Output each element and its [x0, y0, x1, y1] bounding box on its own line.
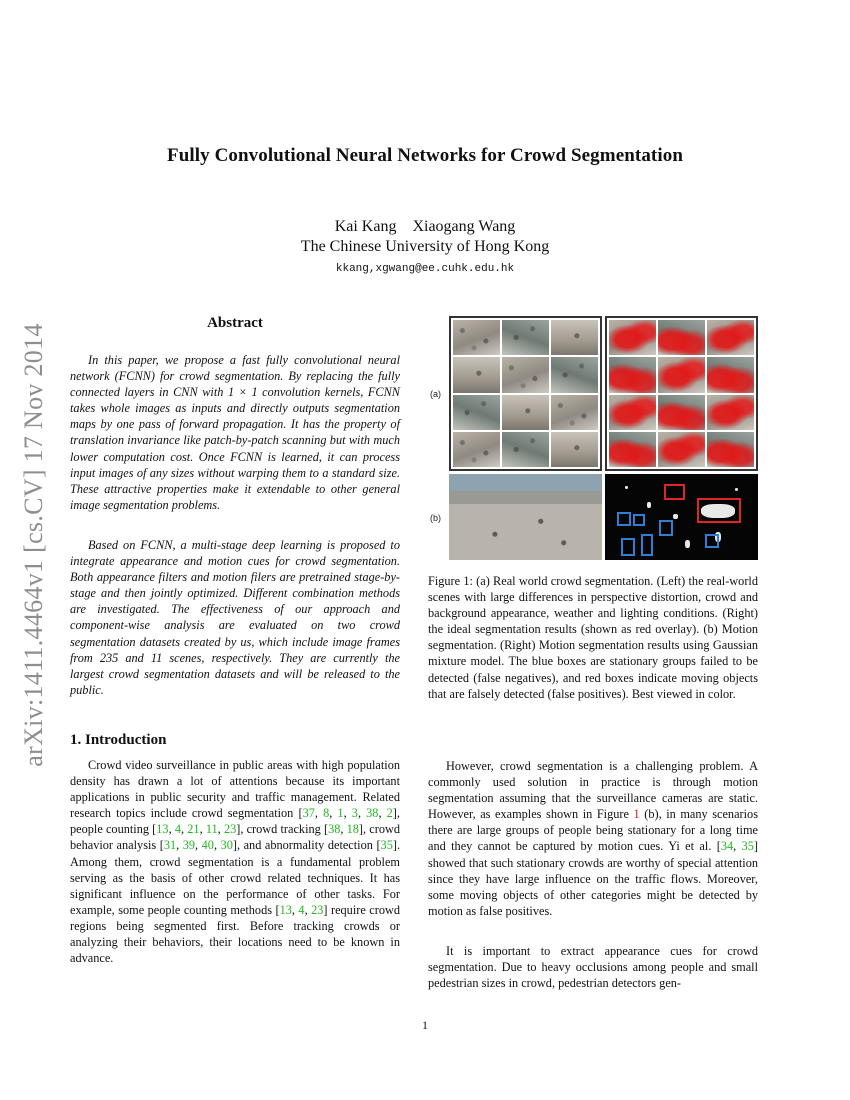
false-negative-box	[705, 534, 719, 548]
citation-link[interactable]: 1	[337, 806, 344, 821]
crowd-scene-image	[453, 432, 500, 467]
citation-link[interactable]: 11	[205, 822, 218, 837]
false-negative-box	[659, 520, 673, 536]
false-negative-box	[617, 512, 631, 526]
false-positive-box	[664, 484, 685, 500]
author-name: Xiaogang Wang	[412, 218, 516, 235]
figure-caption: Figure 1: (a) Real world crowd segmentation. (Left) the real-world scenes with large differences in perspective distortion, crowd and background appearance, weather and lighting conditions. (Right) the ideal segmentation results (shown as red overlay). (b) Motion segmentation. (Right) Motion segmentation results using Gaussian mixture model. The blue boxes are stationary groups failed to be detected (false negatives), and red boxes indicate moving objects that are falsely detected (false positives). Best viewed in color.	[428, 574, 758, 701]
citation-link[interactable]: 23	[223, 822, 237, 837]
traffic-scene-image	[449, 474, 602, 560]
body-paragraph: However, crowd segmentation is a challenging problem. A commonly used solution in practice is through motion segmentation assuming that the surveillance cameras are static. However, as examples shown in Figure 1 (b), in many scenarios there are large groups of people being stationary for a long time and they cannot be captured by motion cues. Yi et al. [34, 35] showed that such stationary crowds are worthy of special attention since they have large influence on the traffic flows. Moreover, some moving objects of other categories might be detected by motion as false positives.	[428, 759, 758, 918]
segmentation-overlay-image	[707, 320, 754, 355]
page-number: 1	[422, 1018, 428, 1032]
citation-link[interactable]: 38	[366, 806, 379, 821]
segmentation-overlay-image	[609, 357, 656, 392]
author-list	[0, 218, 850, 236]
author-name: Kai Kang	[334, 218, 397, 235]
segmentation-overlay-image	[658, 432, 705, 467]
citation-link[interactable]: 23	[311, 902, 324, 917]
crowd-scene-image	[453, 395, 500, 430]
abstract-heading: Abstract	[207, 315, 263, 331]
segmentation-overlay-image	[707, 357, 754, 392]
segmentation-overlay-image	[658, 320, 705, 355]
abstract-paragraph	[70, 352, 400, 513]
segmentation-overlay-image	[707, 432, 754, 467]
false-negative-box	[641, 534, 653, 556]
motion-segmentation-image	[605, 474, 758, 560]
citation-link[interactable]: 31	[163, 838, 177, 853]
paper-title: Fully Convolutional Neural Networks for Crowd Segmentation	[167, 145, 683, 166]
crowd-scene-image	[551, 357, 598, 392]
intro-paragraph: Crowd video surveillance in public areas with high population density has drawn a lot of attentions because its important applications in public security and traffic management. Related research topics include crowd segmentation [37, 8, 1, 3, 38, 2], people counting [13, 4, 21, 11, 23], crowd tracking [38, 18], crowd behavior analysis [31, 39, 40, 30], and abnormality detection [35]. Among them, crowd segmentation is a fundamental problem serving as the basis of other crowd related techniques. It has significant influence on the performance of other tasks. For example, some people counting methods [13, 4, 23] require crowd regions being segmented first. Before tracking crowds or analyzing their behaviors, their locations need to be known in advance.	[70, 758, 401, 966]
citation-link[interactable]: 4	[298, 902, 305, 917]
crowd-scene-image	[551, 432, 598, 467]
citation-link[interactable]: 4	[174, 822, 181, 837]
crowd-scene-image	[551, 320, 598, 355]
false-positive-box	[697, 498, 741, 523]
citation-link[interactable]: 34	[720, 839, 734, 854]
citation-link[interactable]: 8	[323, 806, 330, 821]
body-paragraph	[428, 943, 758, 991]
citation-link[interactable]: 30	[220, 838, 233, 853]
segmentation-results-grid	[605, 316, 758, 471]
citation-link[interactable]: 39	[182, 838, 196, 853]
crowd-scene-image	[551, 395, 598, 430]
section-heading: 1. Introduction	[70, 732, 167, 748]
citation-link[interactable]: 3	[351, 806, 358, 821]
segmentation-overlay-image	[707, 395, 754, 430]
figure-panel-label: (a)	[430, 389, 441, 399]
body-text: It is important to extract appearance cues for crowd segmentation. Due to heavy occlusions among people and small pedestrian sizes in crowd, pedestrian detectors gen-	[428, 944, 758, 991]
segmentation-overlay-image	[609, 395, 656, 430]
figure-link[interactable]: 1	[633, 807, 640, 822]
citation-link[interactable]: 18	[346, 822, 359, 837]
segmentation-overlay-image	[609, 432, 656, 467]
affiliation: The Chinese University of Hong Kong	[300, 238, 550, 255]
segmentation-overlay-image	[658, 357, 705, 392]
citation-link[interactable]: 35	[741, 839, 754, 854]
figure-panel-label: (b)	[430, 513, 441, 523]
crowd-scene-image	[502, 395, 549, 430]
citation-link[interactable]: 13	[279, 902, 292, 917]
false-negative-box	[633, 514, 645, 526]
abstract-text: Based on FCNN, a multi-stage deep learning is proposed to integrate appearance and motion cues for crowd segmentation. Both appearance filters and motion filers are pretrained stage-by-stage and then jointly optimized. Different combination methods are investigated. The effectiveness of our approach and component-wise analysis are evaluated on two crowd segmentation datasets created by us, which include image frames from 235 and 11 scenes, respectively. They are currently the largest crowd segmentation datasets and will be released to the public.	[70, 538, 400, 697]
segmentation-overlay-image	[609, 320, 656, 355]
abstract-text: In this paper, we propose a fast fully convolutional neural network (FCNN) for crowd segmentation. By replacing the fully connected layers in CNN with 1 × 1 convolution kernels, FCNN takes whole images as inputs and directly outputs segmentation maps by one pass of forward propagation. It has the property of translation invariance like patch-by-patch scanning but with much lower computation cost. Once FCNN is learned, it can process input images of any sizes without warping them to a standard size. These attractive properties make it extendable to other general image segmentation problems.	[70, 353, 400, 512]
arxiv-stamp	[14, 310, 54, 780]
citation-link[interactable]: 40	[201, 838, 214, 853]
citation-link[interactable]: 35	[380, 838, 393, 853]
arxiv-id: arXiv:1411.4464v1 [cs.CV] 17 Nov 2014	[19, 323, 48, 767]
citation-link[interactable]: 37	[302, 806, 315, 821]
crowd-scenes-grid	[449, 316, 602, 471]
citation-link[interactable]: 38	[328, 822, 341, 837]
citation-link[interactable]: 21	[187, 822, 200, 837]
author-email: kkang,xgwang@ee.cuhk.edu.hk	[335, 263, 515, 275]
crowd-scene-image	[502, 432, 549, 467]
citation-link[interactable]: 13	[156, 822, 169, 837]
crowd-scene-image	[502, 357, 549, 392]
abstract-paragraph	[70, 537, 400, 698]
segmentation-overlay-image	[658, 395, 705, 430]
false-negative-box	[621, 538, 635, 556]
citation-link[interactable]: 2	[386, 806, 393, 821]
crowd-scene-image	[453, 357, 500, 392]
crowd-scene-image	[453, 320, 500, 355]
crowd-scene-image	[502, 320, 549, 355]
